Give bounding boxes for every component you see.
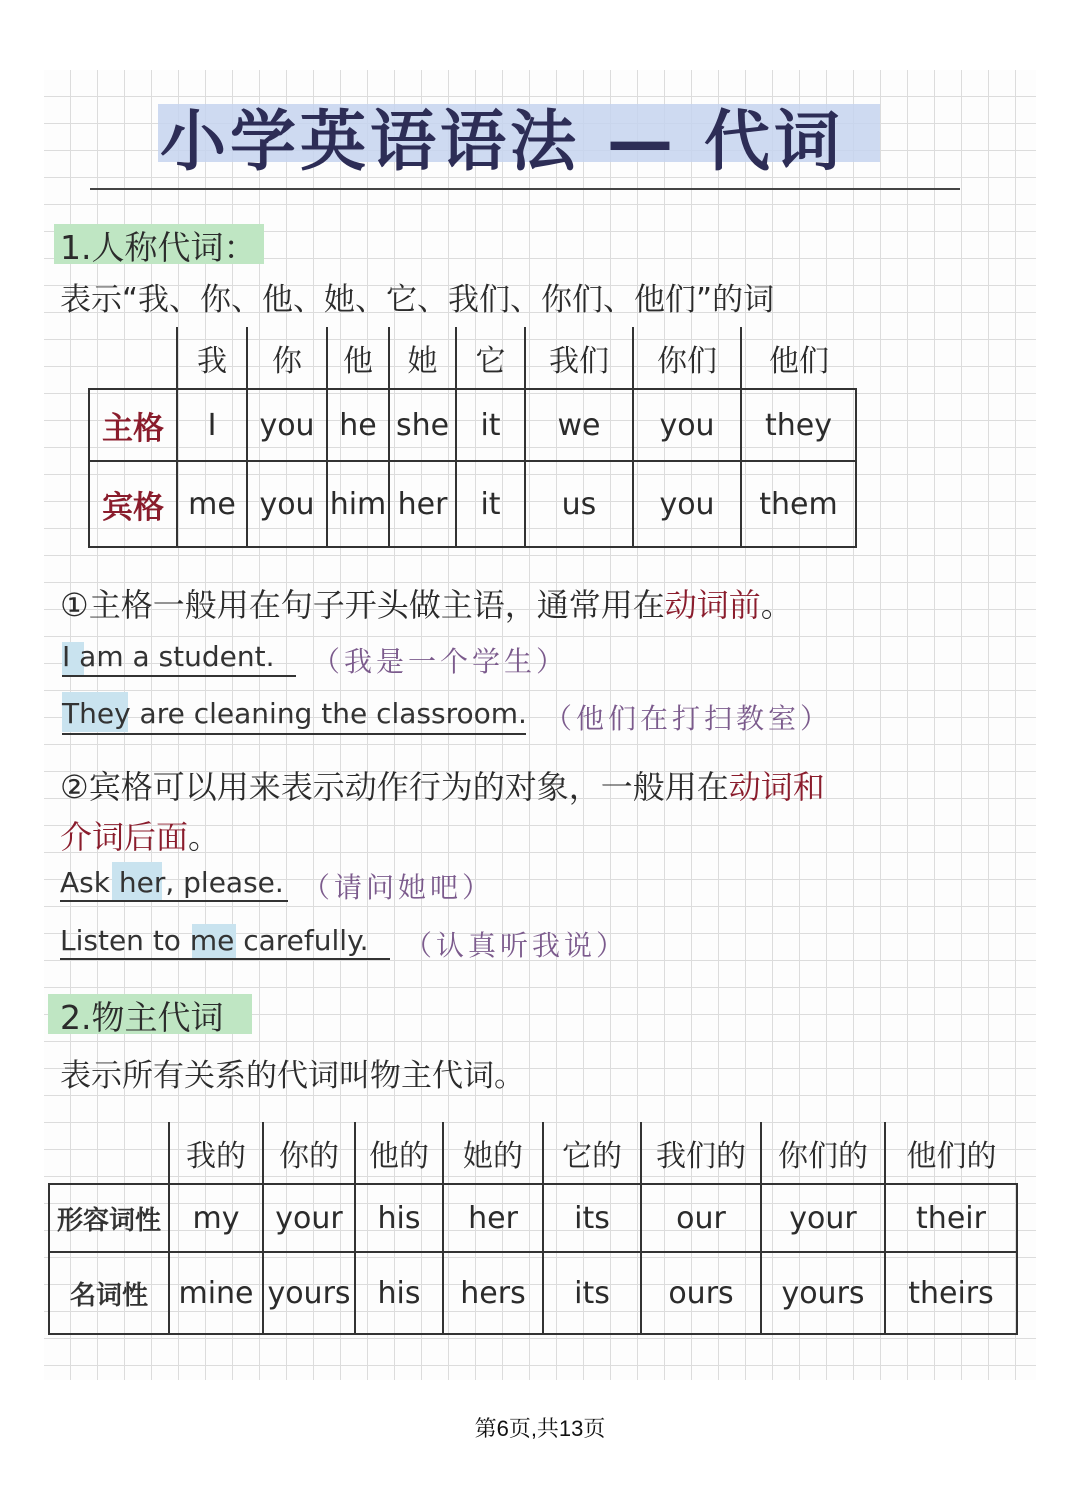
table-cell: you [247,461,327,547]
rule2-highlight1: 动词和 [728,768,825,806]
rule1-text [60,580,793,626]
table-row [49,1252,1017,1334]
table-cell: hers [443,1252,543,1334]
column-header: 它 [456,327,525,389]
table-corner [49,1122,169,1184]
section1-description: 表示“我、你、他、她、它、我们、你们、他们”的词 [60,282,775,318]
example3-translation: （请问她吧） [302,871,495,904]
title-divider [90,188,960,190]
example1-sentence: I am a student. [62,640,275,673]
example4-underline [60,958,390,960]
example4-sentence: Listen to me carefully. [60,924,369,957]
table-cell: your [263,1184,355,1252]
rule2-line1 [60,762,825,808]
table-cell: our [641,1184,761,1252]
section1-heading: 1.人称代词： [60,228,257,267]
table-cell: theirs [885,1252,1017,1334]
column-header: 你们 [633,327,741,389]
table-cell: ours [641,1252,761,1334]
column-header: 我们 [525,327,633,389]
rule2-prefix: ②宾格可以用来表示动作行为的对象，一般用在 [60,768,729,806]
example2-sentence: They are cleaning the classroom. [62,697,527,730]
column-header: 她的 [443,1122,543,1184]
row-header-object: 宾格 [89,461,177,547]
table-cell: your [761,1184,885,1252]
table-cell: them [741,461,856,547]
rule2-highlight2: 介词后面 [60,818,189,856]
column-header: 她 [389,327,456,389]
section2-heading: 2.物主代词 [60,998,224,1037]
table-cell: you [633,389,741,461]
table-cell: their [885,1184,1017,1252]
table-cell: her [389,461,456,547]
possessive-pronoun-table [48,1122,1018,1335]
column-header: 我 [177,327,247,389]
page-title: 小学英语语法 — 代词 [160,103,844,180]
table-cell: yours [263,1252,355,1334]
rule1-suffix: 。 [760,586,793,624]
column-header: 他的 [355,1122,443,1184]
table-corner [89,327,177,389]
table-cell: his [355,1252,443,1334]
table-cell: you [247,389,327,461]
table-row [89,461,856,547]
example3-sentence: Ask her, please. [60,866,284,899]
table-cell: me [177,461,247,547]
table-cell: my [169,1184,263,1252]
table-row [89,389,856,461]
rule1-highlight: 动词前 [664,586,761,624]
table-cell: its [543,1252,641,1334]
example3-underline [60,900,288,902]
table-cell: him [327,461,389,547]
table-cell: we [525,389,633,461]
rule1-prefix: ①主格一般用在句子开头做主语，通常用在 [60,586,665,624]
example1-translation: （我是一个学生） [312,645,569,678]
table-cell: yours [761,1252,885,1334]
page-number: 第6页,共13页 [474,1416,606,1441]
example4-translation: （认真听我说） [404,929,629,962]
column-header: 你的 [263,1122,355,1184]
personal-pronoun-table [88,327,857,548]
column-header: 他 [327,327,389,389]
table-cell: his [355,1184,443,1252]
rule2-line2 [60,812,220,858]
table-header-row [89,327,856,389]
table-cell: she [389,389,456,461]
column-header: 我的 [169,1122,263,1184]
table-cell: us [525,461,633,547]
column-header: 他们 [741,327,856,389]
column-header: 它的 [543,1122,641,1184]
section2-description: 表示所有关系的代词叫物主代词。 [60,1058,525,1094]
example2-translation: （他们在打扫教室） [544,702,833,735]
table-cell: they [741,389,856,461]
row-header-subject: 主格 [89,389,177,461]
column-header: 你们的 [761,1122,885,1184]
row-header-noun: 名词性 [49,1252,169,1334]
table-cell: her [443,1184,543,1252]
table-cell: mine [169,1252,263,1334]
table-cell: you [633,461,741,547]
table-header-row [49,1122,1017,1184]
table-cell: it [456,461,525,547]
table-cell: he [327,389,389,461]
table-cell: its [543,1184,641,1252]
column-header: 他们的 [885,1122,1017,1184]
example1-underline [62,675,296,677]
table-cell: it [456,389,525,461]
example2-underline [62,733,526,735]
row-header-adjective: 形容词性 [49,1184,169,1252]
table-row [49,1184,1017,1252]
table-cell: I [177,389,247,461]
column-header: 我们的 [641,1122,761,1184]
rule2-suffix: 。 [188,818,221,856]
column-header: 你 [247,327,327,389]
